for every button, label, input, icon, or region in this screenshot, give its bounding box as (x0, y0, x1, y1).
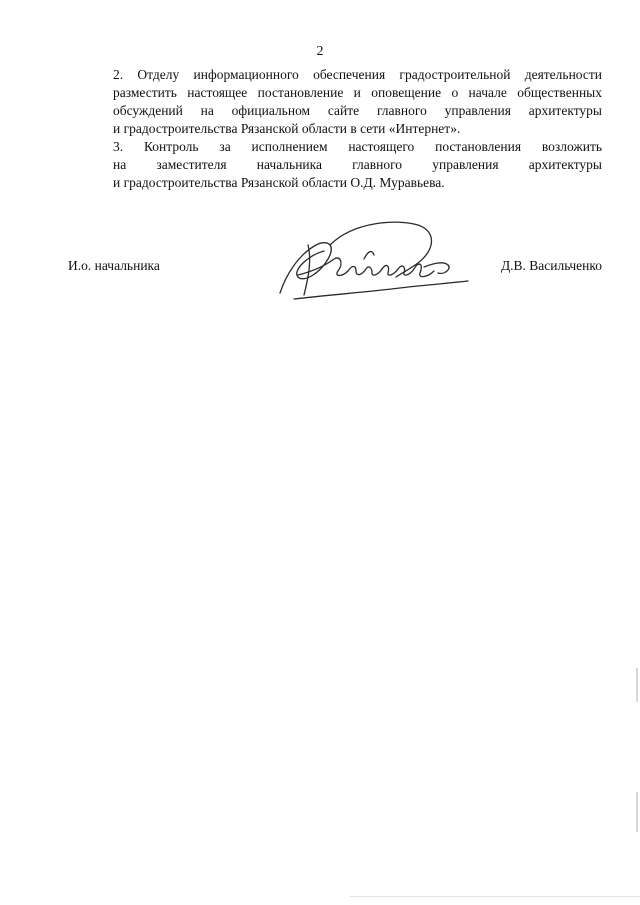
handwritten-signature (268, 215, 474, 307)
signatory-title: И.о. начальника (68, 258, 160, 273)
paragraph-line: обсуждений на официальном сайте главного управления архитектуры (113, 103, 602, 118)
page-number: 2 (316, 44, 324, 59)
paragraph-line: разместить настоящее постановление и оповещение о начале общественных (113, 85, 602, 100)
paragraph-line: и градостроительства Рязанской области в сети «Интернет». (113, 121, 461, 136)
paragraph-2 (68, 66, 602, 138)
scan-artifact (636, 668, 638, 702)
scan-edge-line (350, 896, 640, 897)
paragraph-line: на заместителя начальника главного управления архитектуры (113, 157, 602, 172)
paragraph-line: и градостроительства Рязанской области О.Д. Муравьева. (113, 175, 445, 190)
document-body (68, 66, 602, 192)
paragraph-line: 3. Контроль за исполнением настоящего постановления возложить (113, 139, 602, 154)
paragraph-line: 2. Отделу информационного обеспечения градостроительной деятельности (113, 67, 602, 82)
paragraph-3 (68, 138, 602, 192)
scan-artifact (636, 792, 638, 832)
signatory-name: Д.В. Васильченко (500, 258, 602, 273)
